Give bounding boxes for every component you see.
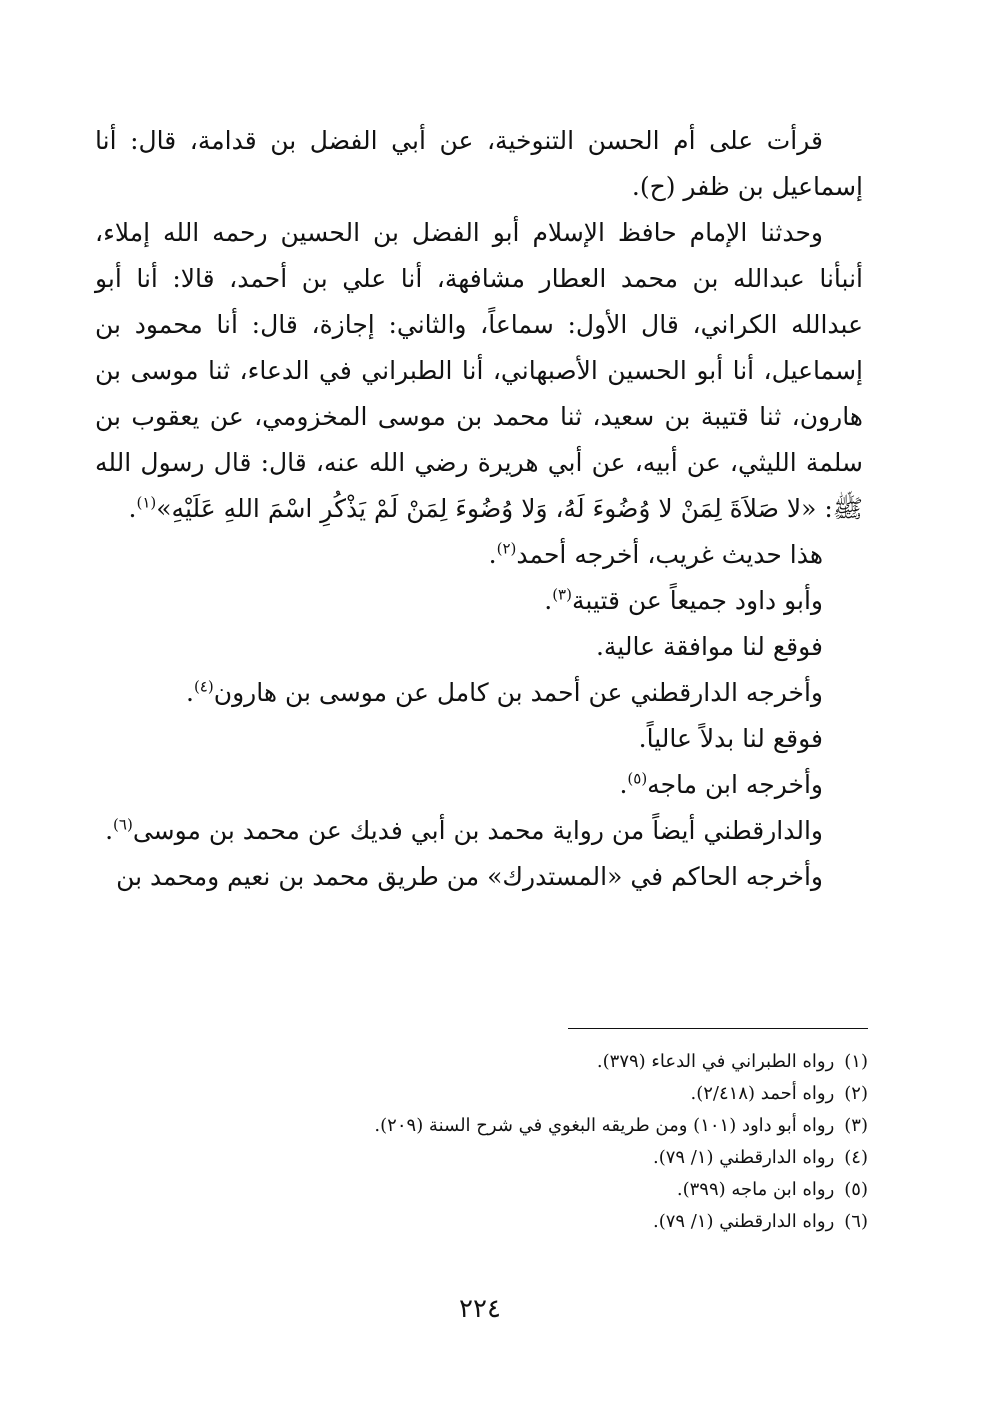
paragraph-8-text: وأخرجه ابن ماجه bbox=[647, 770, 823, 799]
footnote-4 bbox=[300, 1142, 868, 1174]
footnote-3 bbox=[300, 1110, 868, 1142]
paragraph-5 bbox=[95, 624, 863, 670]
footnote-ref-4[interactable]: (٤) bbox=[193, 677, 214, 696]
paragraph-3 bbox=[95, 532, 863, 578]
period: . bbox=[488, 540, 497, 569]
paragraph-10 bbox=[95, 854, 863, 900]
paragraph-3-text: هذا حديث غريب، أخرجه أحمد bbox=[516, 540, 823, 569]
footnote-number: (٦) bbox=[844, 1211, 868, 1232]
footnote-number: (٥) bbox=[844, 1179, 868, 1200]
footnote-text: رواه أبو داود (١٠١) ومن طريقه البغوي في شرح السنة (٢٠٩). bbox=[374, 1115, 835, 1136]
main-text bbox=[95, 118, 863, 900]
footnote-ref-5[interactable]: (٥) bbox=[627, 769, 648, 788]
paragraph-4-text: وأبو داود جميعاً عن قتيبة bbox=[571, 586, 823, 615]
footnote-ref-3[interactable]: (٣) bbox=[552, 585, 572, 604]
footnote-separator bbox=[568, 1028, 868, 1029]
paragraph-2 bbox=[95, 210, 863, 532]
footnote-ref-1[interactable]: (١) bbox=[136, 493, 157, 512]
paragraph-7-text: فوقع لنا بدلاً عالياً. bbox=[638, 724, 823, 753]
period: . bbox=[619, 770, 628, 799]
hadith-text: وحدثنا الإمام حافظ الإسلام أبو الفضل بن الحسين رحمه الله إملاء، أنبأنا عبدالله بن محمد العطار مشافهة، أنا علي بن أحمد، قالا: أنا أبو عبدالله الكراني، قال الأول: سماعاً، والثاني: إجازة، قال: أنا محمود بن إسماعيل، أنا أبو الحسين الأصبهاني، أنا الطبراني في الدعاء، ثنا موسى بن هارون، ثنا قتيبة بن سعيد، ثنا محمد بن موسى المخزومي، عن يعقوب بن سلمة الليثي، عن أبيه، عن أبي هريرة رضي الله عنه، قال: قال رسول الله ﷺ: «لا صَلاَةَ لِمَنْ لا وُضُوءَ لَهُ، وَلا وُضُوءَ لِمَنْ لَمْ يَذْكُرِ اسْمَ اللهِ عَلَيْهِ» bbox=[95, 218, 863, 523]
period: . bbox=[544, 586, 553, 615]
page-number: ٢٢٤ bbox=[459, 1294, 501, 1324]
footnote-6 bbox=[300, 1206, 868, 1238]
footnote-2 bbox=[300, 1078, 868, 1110]
paragraph-5-text: فوقع لنا موافقة عالية. bbox=[595, 632, 823, 661]
period: . bbox=[185, 678, 194, 707]
footnote-ref-2[interactable]: (٢) bbox=[496, 539, 517, 558]
footnote-number: (٤) bbox=[844, 1147, 868, 1168]
footnote-number: (١) bbox=[844, 1051, 868, 1072]
footnote-text: رواه الطبراني في الدعاء (٣٧٩). bbox=[596, 1051, 835, 1072]
period: . bbox=[128, 494, 137, 523]
paragraph-1 bbox=[95, 118, 863, 210]
paragraph-1-text: قرأت على أم الحسن التنوخية، عن أبي الفضل بن قدامة، قال: أنا إسماعيل بن ظفر (ح). bbox=[95, 126, 863, 201]
paragraph-10-text: وأخرجه الحاكم في «المستدرك» من طريق محمد بن نعيم ومحمد بن bbox=[116, 862, 823, 891]
footnote-text: رواه الدارقطني (١/ ٧٩). bbox=[652, 1147, 835, 1168]
footnotes bbox=[300, 1046, 868, 1238]
footnote-text: رواه أحمد (٢/٤١٨). bbox=[690, 1083, 835, 1104]
period: . bbox=[105, 816, 114, 845]
paragraph-7 bbox=[95, 716, 863, 762]
footnote-number: (٢) bbox=[844, 1083, 868, 1104]
footnote-text: رواه الدارقطني (١/ ٧٩). bbox=[652, 1211, 835, 1232]
paragraph-8 bbox=[95, 762, 863, 808]
paragraph-9-text: والدارقطني أيضاً من رواية محمد بن أبي فديك عن محمد بن موسى bbox=[132, 816, 823, 845]
footnote-text: رواه ابن ماجه (٣٩٩). bbox=[676, 1179, 835, 1200]
footnote-1 bbox=[300, 1046, 868, 1078]
footnote-ref-6[interactable]: (٦) bbox=[113, 815, 133, 834]
paragraph-6 bbox=[95, 670, 863, 716]
paragraph-4 bbox=[95, 578, 863, 624]
footnote-5 bbox=[300, 1174, 868, 1206]
paragraph-6-text: وأخرجه الدارقطني عن أحمد بن كامل عن موسى بن هارون bbox=[213, 678, 823, 707]
footnote-number: (٣) bbox=[844, 1115, 868, 1136]
paragraph-9 bbox=[95, 808, 863, 854]
